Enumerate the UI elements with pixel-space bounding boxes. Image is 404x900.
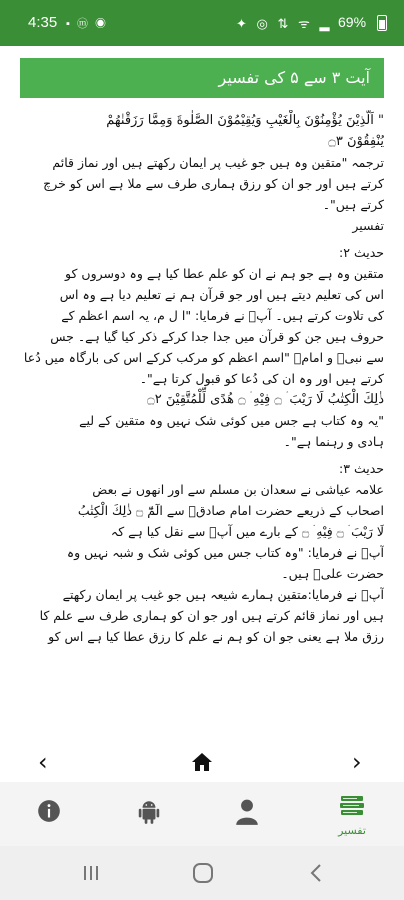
- battery-icon: [377, 15, 387, 31]
- home-icon[interactable]: [190, 750, 214, 778]
- text-line: اس کی تعلیم دیتے ہیں اور جو قرآن ہم نے تعلیم دیا ہے وہ اس: [59, 287, 384, 302]
- recent-apps-icon[interactable]: [82, 864, 100, 886]
- system-status-icons: ✦ ◎ ⇅ ᯤ ▂: [236, 16, 333, 31]
- person-icon[interactable]: [234, 798, 260, 830]
- text-line: "یہ وہ کتاب ہے جس میں کوئی شک نہیں وہ متقین کے لیے: [79, 413, 384, 428]
- info-icon[interactable]: [36, 798, 62, 828]
- arabic-verse-line: ذٰلِكَ الْكِتٰبُ لَا رَيْبَ ۛ ۝ فِيْهِ ۛ ۝ هُدًى لِّلْمُتَّقِيْنَ ۝۲: [147, 392, 384, 407]
- text-line: حضرت علیؑ ہیں۔: [281, 566, 384, 581]
- status-time: 4:35: [28, 14, 58, 31]
- text-line: آپؑ نے فرمایا:متقین ہمارے شیعہ ہیں جو غیب پر ایمان رکھتے: [62, 587, 384, 602]
- page-navigation: [0, 744, 404, 780]
- home-circle-icon[interactable]: [192, 862, 214, 888]
- arabic-verse-line: " اَلَّذِيْنَ يُؤْمِنُوْنَ بِالْغَيْبِ وَيُقِيْمُوْنَ الصَّلٰوةَ وَمِمَّا رَزَقْنٰهُمْ: [106, 113, 384, 128]
- text-line: رزق ملا ہے یعنی جو ان کو ہم نے علم کا رزق عطا کیا ہے اس کو: [48, 629, 384, 644]
- text-line: کی تلاوت کرتے ہیں۔ آپؑ نے فرمایا: "ا ل م، یہ اسم اعظم کے: [61, 308, 384, 323]
- tab-tafsir-label[interactable]: تفسیر: [338, 824, 366, 837]
- text-line: ترجمہ "متقین وہ ہیں جو غیب پر ایمان رکھتے ہیں اور نماز قائم: [52, 155, 384, 170]
- previous-page-button[interactable]: ‹: [38, 748, 48, 776]
- next-page-button[interactable]: ›: [352, 748, 362, 776]
- text-line: لَا رَيْبَ ۛ ۝ فِيْهِ ۛ ۝ کے بارے میں آپؑ سے نقل کیا ہے کہ: [110, 524, 384, 539]
- text-line: علامہ عیاشی نے سعدان بن مسلم سے اور انھوں نے بعض: [92, 482, 384, 497]
- back-icon[interactable]: [308, 862, 324, 888]
- page-title: آیت ۳ سے ۵ کی تفسیر: [218, 68, 370, 87]
- text-line: تفسیر: [352, 218, 384, 233]
- android-icon[interactable]: [136, 798, 162, 830]
- arabic-verse-line: يُنْفِقُوْنَ ۝۳: [328, 134, 384, 149]
- status-bar: [0, 0, 404, 46]
- text-line: متقین وہ ہے جو ہم نے ان کو علم عطا کیا ہے وہ دوسروں کو: [65, 266, 384, 281]
- text-line: سے نبیؐ و امامؑ "اسم اعظم کو مرکب کرکے اس کی بارگاہ میں دُعا: [23, 350, 384, 365]
- system-navigation-bar: [0, 846, 404, 900]
- text-line: ہادی و رہنما ہے"۔: [283, 434, 384, 449]
- battery-percentage: 69%: [338, 14, 367, 30]
- text-line: حروف ہیں جن کو قرآن میں جدا جدا کرکے ذکر کیا گیا ہے۔ جس: [50, 329, 384, 344]
- text-line: ہیں اور نماز قائم کرتے ہیں اور جو ان کو ہماری طرف سے علم کا: [39, 608, 384, 623]
- bottom-navigation: [0, 782, 404, 846]
- text-line: آپؑ نے فرمایا: "وہ کتاب جس میں کوئی شک و شبہ نہیں وہ: [66, 545, 384, 560]
- text-line: کرتے ہیں اور جو ان کو رزق ہماری طرف سے ملا ہے اس کو خرچ: [43, 176, 384, 191]
- text-line: اصحاب کے ذریعے حضرت امام صادقؑ سے الٓمّٓ ۝ ذٰلِكَ الْكِتٰبُ: [77, 503, 384, 518]
- hadith-heading: حدیث ۳:: [339, 461, 384, 476]
- page-title-bar: [20, 58, 384, 98]
- text-line: کرتے ہیں اور وہ ان کی دُعا کو قبول کرتا ہے"۔: [139, 371, 384, 386]
- hadith-heading: حدیث ۲:: [339, 245, 384, 260]
- book-stack-icon[interactable]: [338, 792, 366, 824]
- text-line: کرتے ہیں"۔: [322, 197, 384, 212]
- notification-icons: ▪ ⓜ ◉: [66, 18, 109, 30]
- tafsir-content[interactable]: [20, 110, 384, 742]
